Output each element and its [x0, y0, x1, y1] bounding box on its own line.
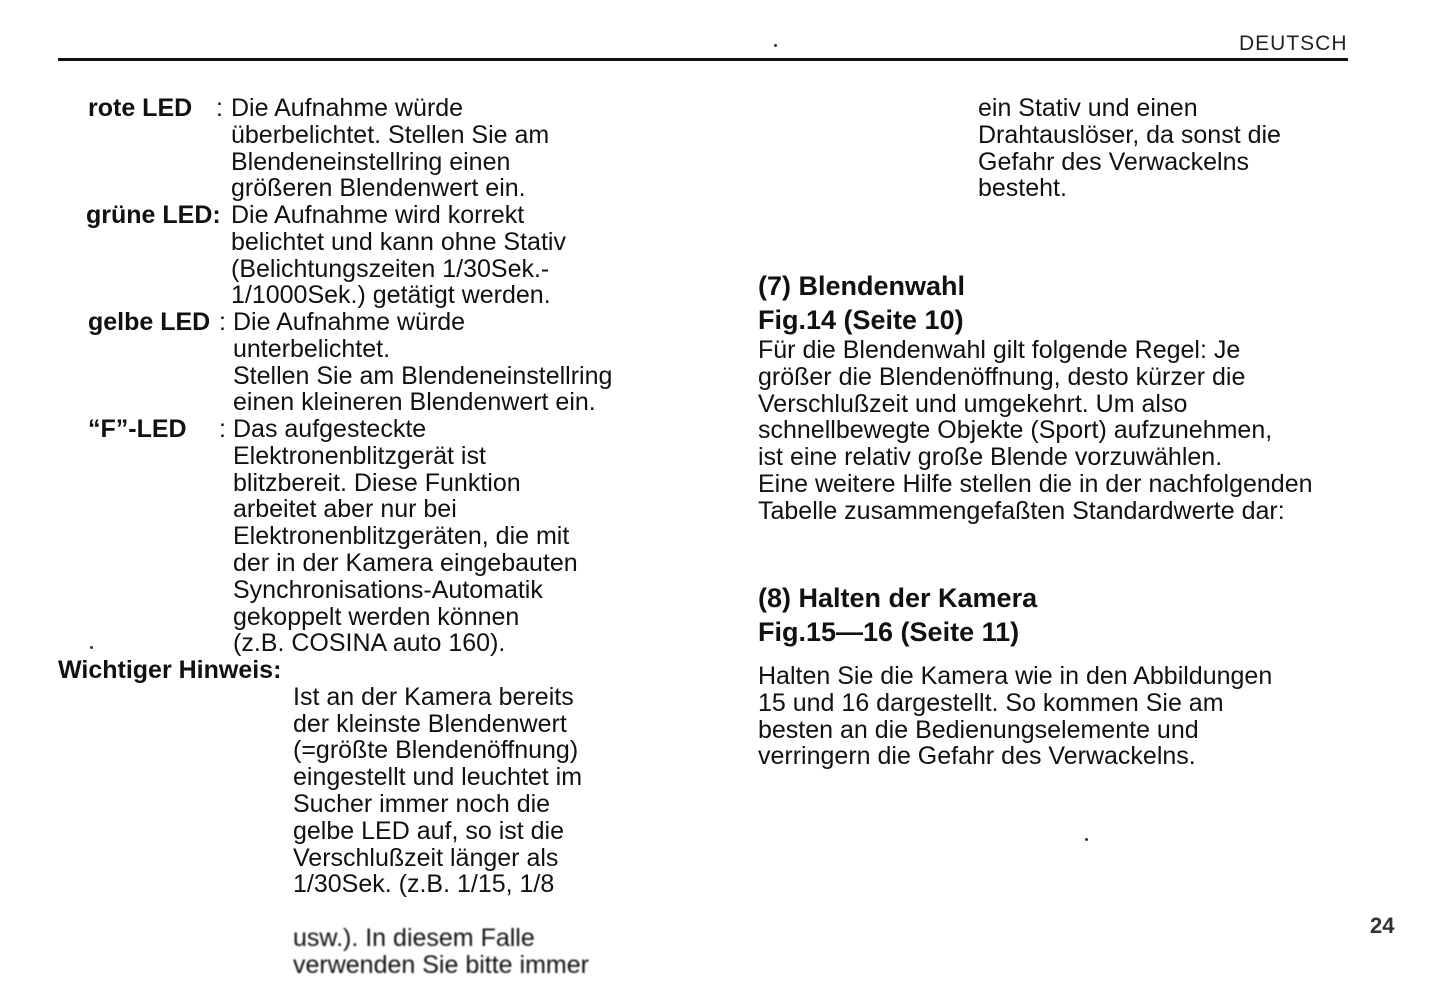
- note-text: Ist an der Kamera bereits der kleinste Blendenwert (=größte Blendenöffnung) eingestellt und leuchtet im Sucher immer noch die gelbe LED auf, so ist die Verschlußzeit länger als 1/30Sek. (z.B. 1/15, 1/8: [293, 682, 583, 899]
- page-number: 24: [1370, 913, 1395, 938]
- print-speck: [90, 646, 93, 649]
- print-speck: [774, 44, 777, 47]
- led-term: gelbe LED: [88, 308, 211, 336]
- led-separator: :: [216, 94, 223, 122]
- led-term: “F”-LED: [88, 415, 187, 443]
- section-body: Halten Sie die Kamera wie in den Abbildungen 15 und 16 dargestellt. So kommen Sie am besten an die Bedienungselemente und verringern die Gefahr des Verwackelns.: [758, 662, 1273, 771]
- led-term: grüne LED:: [86, 201, 221, 229]
- header-rule: [58, 58, 1348, 61]
- note-body: [293, 657, 589, 1005]
- led-description: Das aufgesteckte Elektronenblitzgerät ist blitzbereit. Diese Funktion arbeitet aber nur bei Elektronenblitzgeräten, die mit der in der Kamera eingebauten Synchronisations-Automatik gekoppelt werden können (z.B. COSINA auto 160).: [233, 415, 578, 658]
- led-entry-yellow: [0, 309, 700, 416]
- led-entry-green: [0, 202, 700, 309]
- led-entry-flash: [0, 416, 700, 657]
- led-description: Die Aufnahme würde unterbelichtet. Stellen Sie am Blendeneinstellring einen kleineren Blendenwert ein.: [233, 308, 613, 417]
- section-aperture: [758, 269, 1313, 525]
- section-body: Für die Blendenwahl gilt folgende Regel: Je größer die Blendenöffnung, desto kürzer die Verschlußzeit und umgekehrt. Um also schnellbewegte Objekte (Sport) aufzunehmen, ist eine relativ große Blende vorzuwählen. Eine weitere Hilfe stellen die in der nachfolgenden Tabelle zusammengefaßten Standardwerte dar:: [758, 336, 1313, 525]
- section-holding: [758, 581, 1272, 770]
- led-entry-red: [0, 95, 700, 202]
- language-label: DEUTSCH: [1239, 32, 1348, 55]
- note-faded-text: usw.). In diesem Falle verwenden Sie bitte immer: [293, 923, 589, 979]
- led-separator: :: [219, 308, 226, 336]
- continued-text: ein Stativ und einen Drahtauslöser, da sonst die Gefahr des Verwackelns besteht.: [978, 94, 1281, 203]
- led-separator: :: [219, 415, 226, 443]
- note-term: Wichtiger Hinweis:: [58, 656, 282, 684]
- led-description: Die Aufnahme würde überbelichtet. Stellen Sie am Blendeneinstellring einen größeren Blendenwert ein.: [231, 94, 550, 203]
- led-term: rote LED: [88, 94, 193, 122]
- left-column: [0, 94, 700, 979]
- section-heading: (7) Blendenwahl Fig.14 (Seite 10): [758, 271, 966, 335]
- led-description: Die Aufnahme wird korrekt belichtet und kann ohne Stativ (Belichtungszeiten 1/30Sek.- 1/1000Sek.) getätigt werden.: [231, 201, 566, 310]
- section-heading: (8) Halten der Kamera Fig.15—16 (Seite 11): [758, 583, 1038, 647]
- print-speck: [1085, 838, 1088, 841]
